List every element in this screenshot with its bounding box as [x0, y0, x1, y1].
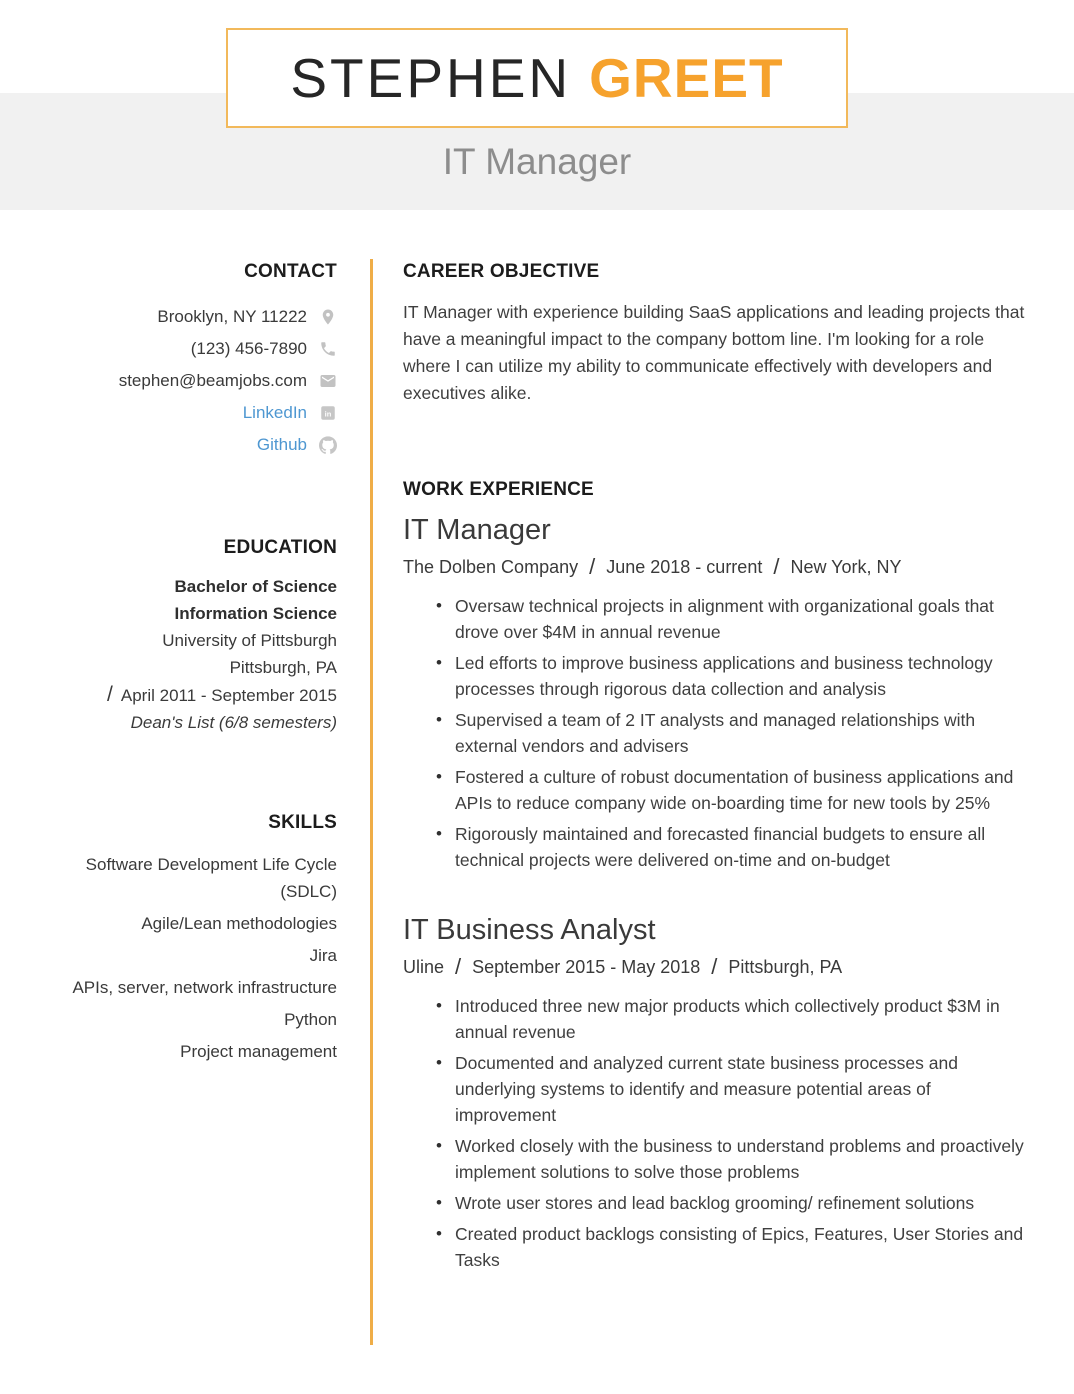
svg-text:in: in [324, 409, 332, 419]
resume-header [0, 0, 1074, 210]
contact-row-linkedin[interactable] [40, 397, 337, 429]
name-box [226, 28, 848, 128]
slash-separator: / [455, 954, 462, 979]
contact-heading: CONTACT [244, 261, 337, 282]
bullet-item: • Supervised a team of 2 IT analysts and managed relationships with external vendors and advisers [455, 707, 1035, 759]
job-entry [403, 511, 1035, 873]
contact-section [40, 259, 337, 461]
work-experience-heading: WORK EXPERIENCE [403, 479, 594, 500]
email-text: stephen@beamjobs.com [118, 371, 307, 390]
work-experience-section [403, 477, 1035, 1273]
education-dates-line [40, 681, 337, 709]
education-section [40, 535, 337, 736]
bullet-item: • Documented and analyzed current state business processes and underlying systems to identify and measure potential areas of improvement [455, 1050, 1035, 1128]
resume-body [0, 210, 1074, 1345]
education-location: Pittsburgh, PA [229, 658, 337, 677]
sidebar [40, 259, 337, 1068]
education-dates: April 2011 - September 2015 [120, 686, 337, 705]
contact-list [40, 301, 337, 461]
bullet-item: • Wrote user stores and lead backlog grooming/ refinement solutions [455, 1190, 1035, 1216]
job-bullets [403, 593, 1035, 873]
bullet-item: • Rigorously maintained and forecasted financial budgets to ensure all technical projects were delivered on-time and on-budget [455, 821, 1035, 873]
envelope-icon [319, 372, 337, 390]
career-objective-text: IT Manager with experience building SaaS applications and leading projects that have a meaningful impact to the company bottom line. I'm looking for a role where I can utilize my ability to communicate effectively with developers and executives alike. [403, 302, 1025, 403]
job-entry [403, 911, 1035, 1273]
slash-separator: / [107, 683, 113, 706]
contact-row-address [40, 301, 337, 333]
contact-row-email [40, 365, 337, 397]
career-objective-section [403, 259, 1035, 407]
education-honors: Dean's List (6/8 semesters) [130, 713, 337, 732]
education-details [40, 573, 337, 736]
education-degree: Bachelor of Science [174, 577, 337, 596]
education-heading: EDUCATION [223, 537, 337, 558]
main-column [403, 259, 1035, 1278]
first-name: STEPHEN [290, 47, 572, 109]
bullet-item: • Fostered a culture of robust documentation of business applications and APIs to reduce company wide on-boarding time for new tools by 25% [455, 764, 1035, 816]
job-meta [403, 953, 1035, 981]
skills-section [40, 810, 337, 1068]
job-company: Uline [403, 957, 445, 977]
skill-item: Python [284, 1010, 337, 1029]
bullet-item: • Worked closely with the business to understand problems and proactively implement solutions to solve those problems [455, 1133, 1035, 1185]
skill-item: Agile/Lean methodologies [141, 914, 337, 933]
github-icon [319, 436, 337, 454]
bullet-item: • Oversaw technical projects in alignment with organizational goals that drove over $4M in annual revenue [455, 593, 1035, 645]
career-objective-heading: CAREER OBJECTIVE [403, 261, 600, 282]
job-location: New York, NY [790, 557, 902, 577]
slash-separator: / [773, 554, 780, 579]
bullet-item: • Led efforts to improve business applications and business technology processes through rigorous data collection and analysis [455, 650, 1035, 702]
skill-item: Software Development Life Cycle (SDLC) [85, 855, 337, 901]
bullet-item: • Introduced three new major products which collectively product $3M in annual revenue [455, 993, 1035, 1045]
contact-row-github[interactable] [40, 429, 337, 461]
bullet-item: • Created product backlogs consisting of Epics, Features, User Stories and Tasks [455, 1221, 1035, 1273]
job-title: IT Business Analyst [403, 914, 656, 946]
skill-item: APIs, server, network infrastructure [72, 978, 337, 997]
github-link[interactable]: Github [256, 435, 307, 454]
education-school: University of Pittsburgh [162, 631, 337, 650]
linkedin-link[interactable]: LinkedIn [242, 403, 307, 422]
job-title: IT Manager [403, 514, 551, 546]
last-name: GREET [589, 47, 784, 109]
job-dates: September 2015 - May 2018 [472, 957, 701, 977]
contact-row-phone [40, 333, 337, 365]
job-location: Pittsburgh, PA [728, 957, 843, 977]
job-title-subtitle: IT Manager [442, 141, 632, 182]
job-company: The Dolben Company [403, 557, 579, 577]
skills-list [40, 848, 337, 1068]
job-bullets [403, 993, 1035, 1273]
vertical-divider [370, 259, 373, 1345]
skill-item: Project management [180, 1042, 337, 1061]
education-major: Information Science [174, 604, 337, 623]
skills-heading: SKILLS [268, 812, 337, 833]
slash-separator: / [711, 954, 718, 979]
slash-separator: / [589, 554, 596, 579]
address-text: Brooklyn, NY 11222 [157, 307, 307, 326]
skill-item: Jira [309, 946, 337, 965]
phone-text: (123) 456-7890 [190, 339, 307, 358]
location-pin-icon [319, 308, 337, 326]
job-dates: June 2018 - current [606, 557, 763, 577]
job-meta [403, 553, 1035, 581]
phone-icon [319, 340, 337, 358]
linkedin-icon [319, 404, 337, 422]
